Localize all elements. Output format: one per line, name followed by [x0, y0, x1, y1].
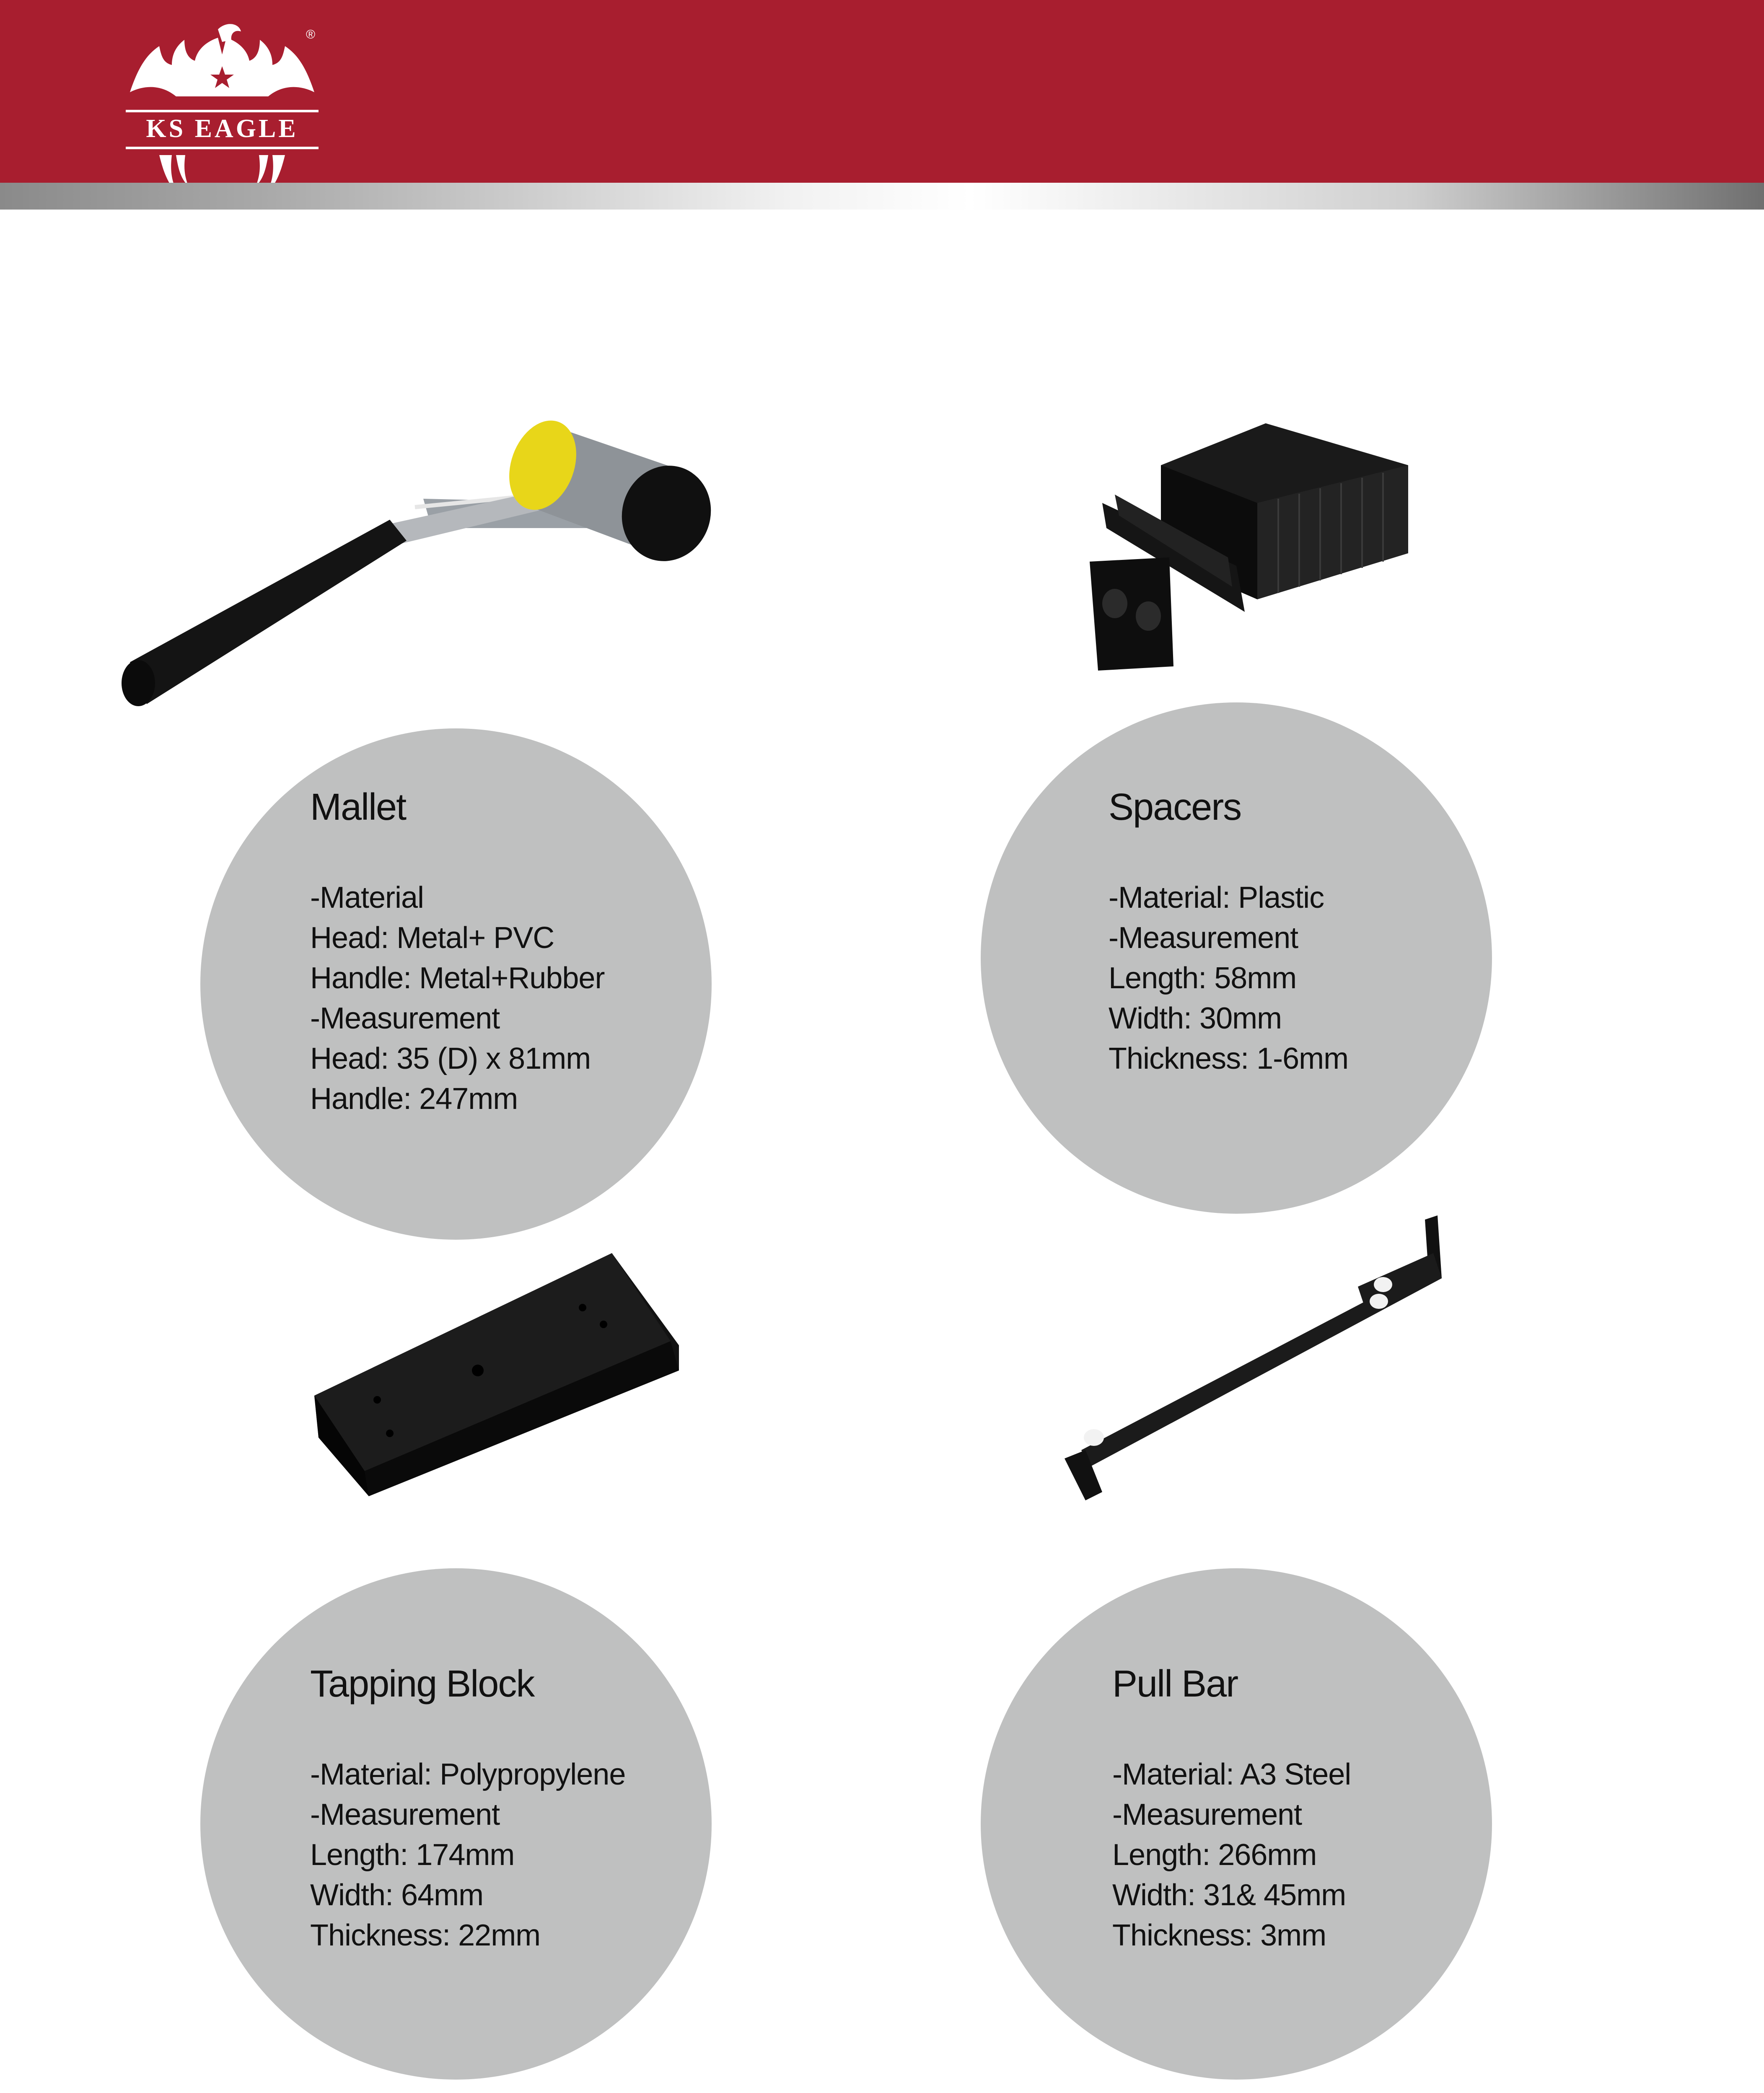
mallet-spec: Handle: 247mm: [310, 1082, 518, 1116]
mallet-spec: -Material: [310, 881, 424, 914]
pull-bar-image: [1056, 1215, 1450, 1500]
pull-bar-spec: Thickness: 3mm: [1112, 1919, 1326, 1952]
mallet-title: Mallet: [310, 786, 406, 828]
spacers-spec: -Measurement: [1109, 921, 1298, 955]
spacers-spec: Width: 30mm: [1109, 1002, 1282, 1035]
tapping-block-image: [310, 1245, 679, 1505]
registered-mark: ®: [306, 28, 316, 41]
spacers-image: [1090, 419, 1412, 675]
pull-bar-title: Pull Bar: [1112, 1663, 1238, 1705]
mallet-spec: Head: Metal+ PVC: [310, 921, 554, 955]
mallet-info: [310, 786, 604, 1119]
spacers-info: [1109, 786, 1348, 1079]
header-banner: [0, 0, 1764, 183]
brand-name: KS EAGLE: [146, 114, 298, 143]
spacers-spec: Thickness: 1-6mm: [1109, 1042, 1349, 1075]
mallet-spec: Head: 35 (D) x 81mm: [310, 1042, 591, 1075]
tapping-block-spec: -Measurement: [310, 1798, 500, 1831]
pull-bar-info: [1112, 1663, 1351, 1956]
tapping-block-icon: [310, 1245, 679, 1505]
tapping-block-spec: -Material: Polypropylene: [310, 1758, 626, 1791]
eagle-logo-icon: [122, 17, 323, 201]
tapping-block-info: [310, 1663, 625, 1956]
header-gradient-band: [0, 183, 1764, 210]
mallet-icon: [122, 394, 725, 721]
mallet-spec: -Measurement: [310, 1002, 500, 1035]
brand-logo: [122, 17, 323, 201]
tapping-block-spec: Thickness: 22mm: [310, 1919, 541, 1952]
mallet-spec: Handle: Metal+Rubber: [310, 961, 605, 995]
spacers-icon: [1090, 419, 1412, 675]
pull-bar-spec: -Material: A3 Steel: [1112, 1758, 1351, 1791]
spacers-spec: -Material: Plastic: [1109, 881, 1324, 914]
tapping-block-spec: Length: 174mm: [310, 1838, 515, 1872]
pull-bar-icon: [1056, 1215, 1450, 1500]
spacers-spec: Length: 58mm: [1109, 961, 1297, 995]
pull-bar-spec: -Measurement: [1112, 1798, 1302, 1831]
tapping-block-spec: Width: 64mm: [310, 1878, 484, 1912]
pull-bar-spec: Length: 266mm: [1112, 1838, 1317, 1872]
tapping-block-title: Tapping Block: [310, 1663, 534, 1705]
mallet-image: [122, 394, 725, 721]
spacers-title: Spacers: [1109, 786, 1241, 828]
pull-bar-spec: Width: 31& 45mm: [1112, 1878, 1346, 1912]
